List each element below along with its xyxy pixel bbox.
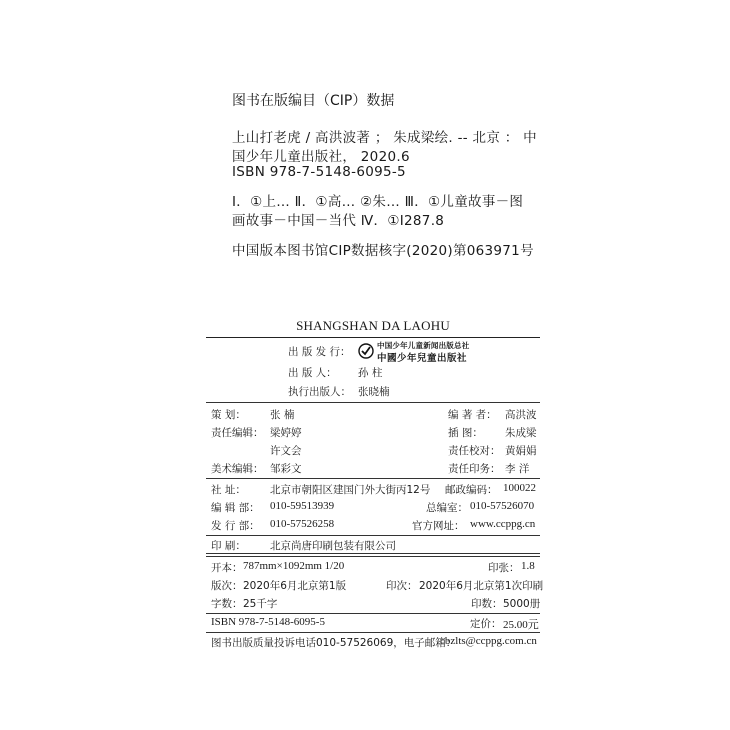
address: 北京市朝阳区建国门外大街丙12号 xyxy=(270,484,431,496)
divider xyxy=(206,556,540,557)
exec: 张晓楠 xyxy=(358,386,390,398)
divider xyxy=(206,632,540,633)
impression: 2020年6月北京第1次印刷 xyxy=(419,580,544,592)
divider xyxy=(206,535,540,536)
staff-label: 美术编辑： xyxy=(211,463,264,475)
staff-value: 李 洋 xyxy=(505,463,530,475)
staff-value: 许文会 xyxy=(270,445,302,457)
divider xyxy=(206,478,540,479)
website: www.ccppg.cn xyxy=(470,518,536,530)
postcode: 100022 xyxy=(503,482,536,494)
printer: 北京尚唐印刷包装有限公司 xyxy=(270,540,396,552)
staff-label: 责任印务： xyxy=(448,463,501,475)
address-label: 社 址： xyxy=(211,484,246,496)
cip-line-5: 画故事－中国－当代 Ⅳ．①I287.8 xyxy=(232,213,445,229)
publisher-logo-icon xyxy=(358,343,374,359)
complaint: 图书出版质量投诉电话010-57526069，电子邮箱： xyxy=(211,637,457,649)
format-label: 开本： xyxy=(211,562,243,574)
postcode-label: 邮政编码： xyxy=(445,484,498,496)
cip-line-2: 国少年儿童出版社， 2020.6 xyxy=(232,149,410,165)
edition: 2020年6月北京第1版 xyxy=(243,580,347,592)
staff-label: 策 划： xyxy=(211,409,246,421)
staff-value: 黄娟娟 xyxy=(505,445,537,457)
staff-label: 责任编辑： xyxy=(211,427,264,439)
staff-value: 邹彩文 xyxy=(270,463,302,475)
sheets: 1.8 xyxy=(521,560,535,572)
issuer-label: 出 版 人： xyxy=(288,367,337,379)
price-label: 定价： xyxy=(470,618,502,630)
words: 25千字 xyxy=(243,598,278,610)
edition-label: 版次： xyxy=(211,580,243,592)
publisher-name: 中國少年兒童出版社 xyxy=(377,353,468,364)
staff-label: 编 著 者： xyxy=(448,409,497,421)
staff-value: 张 楠 xyxy=(270,409,295,421)
cip-line-3: ISBN 978-7-5148-6095-5 xyxy=(232,164,406,180)
publisher-group: 中国少年儿童新闻出版总社 xyxy=(377,341,470,350)
sales-label: 发 行 部： xyxy=(211,520,260,532)
office-phone: 010-57526070 xyxy=(470,500,535,512)
editorial-label: 编 辑 部： xyxy=(211,502,260,514)
cip-title: 图书在版编目（CIP）数据 xyxy=(232,93,395,109)
isbn: ISBN 978-7-5148-6095-5 xyxy=(211,616,325,628)
divider xyxy=(206,337,540,338)
staff-value: 梁婷婷 xyxy=(270,427,302,439)
cip-line-4: Ⅰ．①上… Ⅱ．①高… ②朱… Ⅲ．①儿童故事－图 xyxy=(232,194,524,210)
staff-value: 高洪波 xyxy=(505,409,537,421)
copies-label: 印数： xyxy=(471,598,503,610)
price: 25.00元 xyxy=(503,619,539,631)
impression-label: 印次： xyxy=(386,580,418,592)
divider xyxy=(206,613,540,614)
exec-label: 执行出版人： xyxy=(288,386,351,398)
staff-label: 责任校对： xyxy=(448,445,501,457)
sheets-label: 印张： xyxy=(488,562,520,574)
sales-phone: 010-57526258 xyxy=(270,518,335,530)
divider xyxy=(206,553,540,554)
copies: 5000册 xyxy=(503,598,541,610)
issuer: 孙 柱 xyxy=(358,367,383,379)
printer-label: 印 刷： xyxy=(211,540,246,552)
website-label: 官方网址： xyxy=(412,520,465,532)
staff-label: 插 图： xyxy=(448,427,483,439)
cip-line-1: 上山打老虎 / 高洪波著 ； 朱成梁绘. -- 北京 ： 中 xyxy=(232,130,537,146)
office-label: 总编室： xyxy=(426,502,468,514)
editorial-phone: 010-59513939 xyxy=(270,500,335,512)
format: 787mm×1092mm 1/20 xyxy=(243,560,345,572)
colophon-title: SHANGSHAN DA LAOHU xyxy=(296,318,450,333)
divider xyxy=(206,402,540,403)
staff-value: 朱成梁 xyxy=(505,427,537,439)
email: cbzlts@ccppg.com.cn xyxy=(440,635,537,647)
cip-line-6: 中国版本图书馆CIP数据核字(2020)第063971号 xyxy=(232,243,534,259)
words-label: 字数： xyxy=(211,598,243,610)
publisher-label: 出 版 发 行： xyxy=(288,346,351,358)
